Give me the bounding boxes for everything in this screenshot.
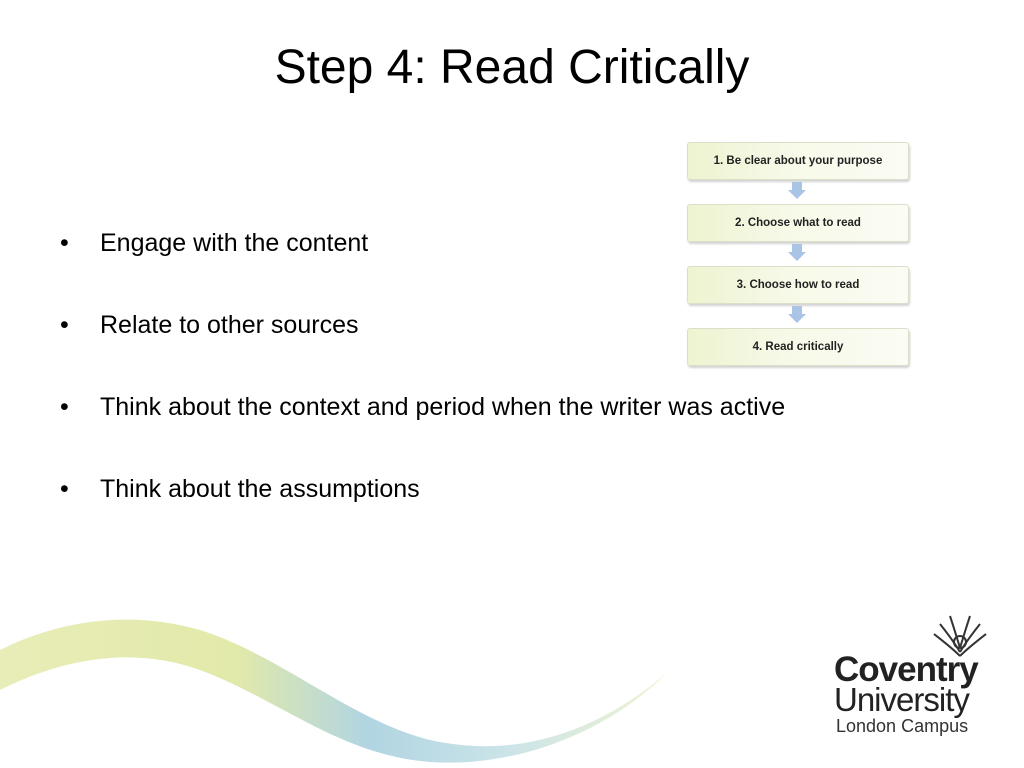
bullet-text: Relate to other sources <box>100 311 359 339</box>
bullet-marker: • <box>60 311 69 339</box>
bullet-item <box>60 304 785 346</box>
bullet-item <box>60 222 785 264</box>
logo-university: University <box>834 681 969 718</box>
logo-london-campus: London Campus <box>836 716 969 736</box>
logo-coventry: Coventry <box>834 650 978 689</box>
bullet-marker: • <box>60 475 69 503</box>
bullet-text: Engage with the content <box>100 229 369 257</box>
flow-step-2: 2. Choose what to read <box>687 204 909 242</box>
bullet-item <box>60 468 785 510</box>
down-arrow-icon <box>687 304 907 328</box>
bullet-item <box>60 386 785 428</box>
bullet-text: Think about the context and period when the writer was active <box>100 393 786 421</box>
flow-step-4: 4. Read critically <box>687 328 909 366</box>
down-arrow-icon <box>687 180 907 204</box>
process-flowchart <box>687 142 909 366</box>
down-arrow-icon <box>687 242 907 266</box>
coventry-university-logo <box>830 612 1000 742</box>
slide-title: Step 4: Read Critically <box>274 41 750 94</box>
bullet-marker: • <box>60 393 69 421</box>
bullet-marker: • <box>60 229 69 257</box>
bullet-list <box>60 222 785 550</box>
decorative-swoosh <box>0 590 680 768</box>
flow-step-3: 3. Choose how to read <box>687 266 909 304</box>
bullet-text: Think about the assumptions <box>100 475 420 503</box>
flow-step-1: 1. Be clear about your purpose <box>687 142 909 180</box>
